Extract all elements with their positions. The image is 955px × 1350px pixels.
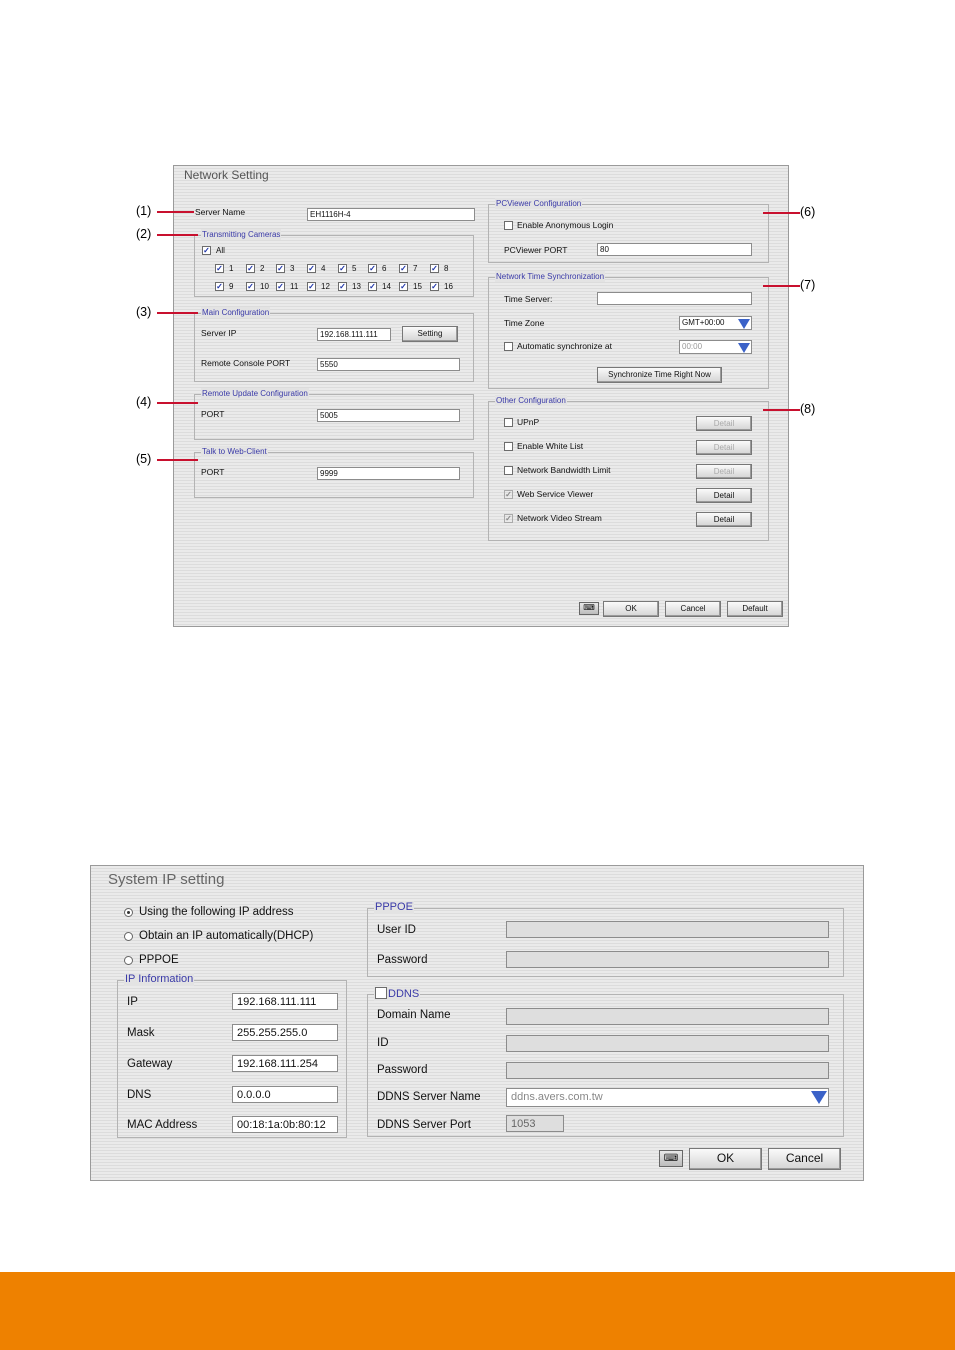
camera-10-label: 10: [260, 282, 269, 291]
console-port-label: Remote Console PORT: [201, 358, 291, 368]
time-server-label: Time Server:: [504, 294, 553, 304]
web-service-viewer-checkbox[interactable]: ✓: [505, 490, 512, 499]
ddns-server-name-label: DDNS Server Name: [377, 1091, 481, 1103]
web-service-viewer-detail-button[interactable]: Detail: [696, 488, 752, 503]
white-list-checkbox[interactable]: [504, 442, 513, 451]
pcviewer-title: PCViewer Configuration: [496, 199, 582, 208]
network-setting-window: [173, 165, 789, 627]
pppoe-radio[interactable]: [124, 956, 133, 965]
time-zone-label: Time Zone: [504, 318, 545, 328]
callout-7-line: [763, 285, 800, 287]
camera-2-checkbox[interactable]: ✓: [247, 264, 254, 273]
white-list-label: Enable White List: [517, 441, 584, 451]
server-name-label: Server Name: [195, 207, 246, 217]
camera-12-checkbox[interactable]: ✓: [308, 282, 315, 291]
console-port-input[interactable]: 5550: [317, 358, 460, 371]
upnp-detail-button[interactable]: Detail: [696, 416, 752, 431]
pppoe-option-label: PPPOE: [139, 954, 179, 966]
camera-13-label: 13: [352, 282, 361, 291]
mask-input[interactable]: 255.255.255.0: [232, 1024, 338, 1041]
callout-4-line: [157, 402, 198, 404]
bandwidth-limit-label: Network Bandwidth Limit: [517, 465, 611, 475]
network-video-stream-checkbox[interactable]: ✓: [505, 514, 512, 523]
ddns-server-port-label: DDNS Server Port: [377, 1119, 471, 1131]
pppoe-title: PPPOE: [375, 901, 413, 913]
other-configuration-title: Other Configuration: [496, 396, 566, 405]
camera-2-label: 2: [260, 264, 265, 273]
page-footer-bar: [0, 1272, 955, 1350]
server-ip-input[interactable]: 192.168.111.111: [317, 328, 391, 341]
mask-label: Mask: [127, 1027, 155, 1039]
camera-15-checkbox[interactable]: ✓: [400, 282, 407, 291]
system-ip-setting-window: [90, 865, 864, 1181]
pcviewer-group: [488, 199, 769, 263]
talk-web-client-group: [194, 447, 474, 498]
talk-web-client-title: Talk to Web-Client: [202, 447, 267, 456]
ok-button[interactable]: OK: [603, 601, 659, 617]
mac-address-field: 00:18:1a:0b:80:12: [232, 1116, 338, 1133]
all-cameras-checkbox[interactable]: ✓: [203, 246, 210, 255]
server-name-input[interactable]: EH1116H-4: [307, 208, 475, 221]
callout-2-line: [157, 234, 198, 236]
dns-label: DNS: [127, 1089, 152, 1101]
callout-2: (2): [136, 227, 152, 241]
camera-4-checkbox[interactable]: ✓: [308, 264, 315, 273]
camera-15-label: 15: [413, 282, 422, 291]
all-label: All: [216, 246, 225, 255]
callout-5-line: [157, 459, 198, 461]
transmitting-cameras-group: [194, 230, 474, 297]
camera-14-label: 14: [382, 282, 391, 291]
callout-6-line: [763, 212, 800, 214]
network-video-stream-label: Network Video Stream: [517, 513, 602, 523]
sync-now-button[interactable]: Synchronize Time Right Now: [597, 367, 722, 383]
gateway-label: Gateway: [127, 1058, 173, 1070]
keyboard-icon[interactable]: ⌨: [579, 602, 599, 615]
mac-address-label: MAC Address: [127, 1119, 198, 1131]
static-ip-label: Using the following IP address: [139, 906, 294, 918]
bandwidth-limit-detail-button[interactable]: Detail: [696, 464, 752, 479]
camera-3-label: 3: [290, 264, 295, 273]
remote-update-title: Remote Update Configuration: [202, 389, 308, 398]
callout-6: (6): [800, 205, 816, 219]
ddns-server-name-value: ddns.avers.com.tw: [511, 1091, 603, 1103]
camera-8-label: 8: [444, 264, 449, 273]
auto-sync-dropdown-arrow-icon[interactable]: [738, 343, 750, 353]
ddns-server-name-dropdown[interactable]: [506, 1088, 829, 1107]
camera-9-checkbox[interactable]: ✓: [216, 282, 223, 291]
time-sync-group: [488, 272, 769, 389]
network-video-stream-detail-button[interactable]: Detail: [696, 512, 752, 527]
static-ip-radio[interactable]: [124, 908, 133, 917]
ip-information-title: IP Information: [125, 973, 194, 985]
callout-1: (1): [136, 204, 152, 218]
callout-1-line: [157, 211, 194, 213]
default-button[interactable]: Default: [727, 601, 783, 617]
callout-3: (3): [136, 305, 152, 319]
callout-7: (7): [800, 278, 816, 292]
ok-button[interactable]: OK: [689, 1148, 762, 1170]
callout-8: (8): [800, 402, 816, 416]
talk-port-label: PORT: [201, 467, 225, 477]
window-title: System IP setting: [108, 871, 225, 888]
ddns-server-dropdown-arrow-icon[interactable]: [811, 1091, 827, 1104]
time-zone-value: GMT+00:00: [682, 318, 725, 327]
other-configuration-group: [488, 396, 769, 541]
camera-7-checkbox[interactable]: ✓: [400, 264, 407, 273]
gateway-input[interactable]: 192.168.111.254: [232, 1055, 338, 1072]
camera-1-checkbox[interactable]: ✓: [216, 264, 223, 273]
ddns-id-label: ID: [377, 1037, 389, 1049]
dns-input[interactable]: 0.0.0.0: [232, 1086, 338, 1103]
web-service-viewer-label: Web Service Viewer: [517, 489, 594, 499]
main-configuration-group: [194, 308, 474, 382]
pppoe-group: [367, 901, 844, 977]
upnp-checkbox[interactable]: [504, 418, 513, 427]
pcviewer-port-input[interactable]: 80: [597, 243, 752, 256]
auto-sync-time-value: 00:00: [682, 342, 703, 351]
pppoe-password-label: Password: [377, 954, 428, 966]
callout-3-line: [157, 312, 198, 314]
camera-9-label: 9: [229, 282, 234, 291]
domain-name-label: Domain Name: [377, 1009, 451, 1021]
camera-10-checkbox[interactable]: ✓: [247, 282, 254, 291]
ip-input[interactable]: 192.168.111.111: [232, 993, 338, 1010]
callout-8-line: [763, 409, 800, 411]
pppoe-password-input[interactable]: [506, 951, 829, 968]
camera-7-label: 7: [413, 264, 418, 273]
time-server-input[interactable]: [597, 292, 752, 305]
main-configuration-title: Main Configuration: [202, 308, 270, 317]
bandwidth-limit-checkbox[interactable]: [504, 466, 513, 475]
camera-16-label: 16: [444, 282, 453, 291]
ddns-password-label: Password: [377, 1064, 428, 1076]
time-zone-dropdown-arrow-icon[interactable]: [738, 319, 750, 329]
window-title: Network Setting: [184, 168, 269, 182]
camera-3-checkbox[interactable]: ✓: [277, 264, 284, 273]
camera-5-label: 5: [352, 264, 357, 273]
dhcp-radio[interactable]: [124, 932, 133, 941]
remote-update-port-label: PORT: [201, 409, 225, 419]
ddns-title: DDNS: [388, 988, 420, 1000]
upnp-label: UPnP: [517, 417, 540, 427]
ip-information-group: [117, 973, 347, 1138]
auto-sync-checkbox[interactable]: [504, 342, 513, 351]
anonymous-login-label: Enable Anonymous Login: [517, 220, 614, 230]
camera-16-checkbox[interactable]: ✓: [431, 282, 438, 291]
camera-13-checkbox[interactable]: ✓: [339, 282, 346, 291]
cancel-button[interactable]: Cancel: [665, 601, 721, 617]
domain-name-input[interactable]: [506, 1008, 829, 1025]
camera-4-label: 4: [321, 264, 326, 273]
anonymous-login-checkbox[interactable]: [504, 221, 513, 230]
remote-update-group: [194, 389, 474, 440]
ddns-title-wrap: [374, 987, 420, 1001]
talk-port-input[interactable]: 9999: [317, 467, 460, 480]
ddns-group: [367, 988, 844, 1137]
time-sync-title: Network Time Synchronization: [496, 272, 605, 281]
ddns-password-input[interactable]: [506, 1062, 829, 1079]
camera-6-checkbox[interactable]: ✓: [369, 264, 376, 273]
user-id-input[interactable]: [506, 921, 829, 938]
callout-4: (4): [136, 395, 152, 409]
camera-5-checkbox[interactable]: ✓: [339, 264, 346, 273]
ddns-server-port-input[interactable]: 1053: [506, 1115, 564, 1132]
ddns-checkbox[interactable]: [375, 987, 387, 999]
ip-label: IP: [127, 996, 138, 1008]
keyboard-icon[interactable]: ⌨: [659, 1150, 683, 1167]
ddns-id-input[interactable]: [506, 1035, 829, 1052]
camera-12-label: 12: [321, 282, 330, 291]
transmitting-cameras-title: Transmitting Cameras: [202, 230, 281, 239]
camera-11-label: 11: [290, 282, 299, 291]
auto-sync-label: Automatic synchronize at: [517, 341, 612, 351]
user-id-label: User ID: [377, 924, 416, 936]
camera-14-checkbox[interactable]: ✓: [369, 282, 376, 291]
camera-6-label: 6: [382, 264, 387, 273]
cancel-button[interactable]: Cancel: [768, 1148, 841, 1170]
callout-5: (5): [136, 452, 152, 466]
remote-update-port-input[interactable]: 5005: [317, 409, 460, 422]
camera-8-checkbox[interactable]: ✓: [431, 264, 438, 273]
white-list-detail-button[interactable]: Detail: [696, 440, 752, 455]
camera-11-checkbox[interactable]: ✓: [277, 282, 284, 291]
setting-button[interactable]: Setting: [402, 326, 458, 342]
server-ip-label: Server IP: [201, 328, 237, 338]
pcviewer-port-label: PCViewer PORT: [504, 245, 568, 255]
dhcp-label: Obtain an IP automatically(DHCP): [139, 930, 314, 942]
camera-1-label: 1: [229, 264, 234, 273]
